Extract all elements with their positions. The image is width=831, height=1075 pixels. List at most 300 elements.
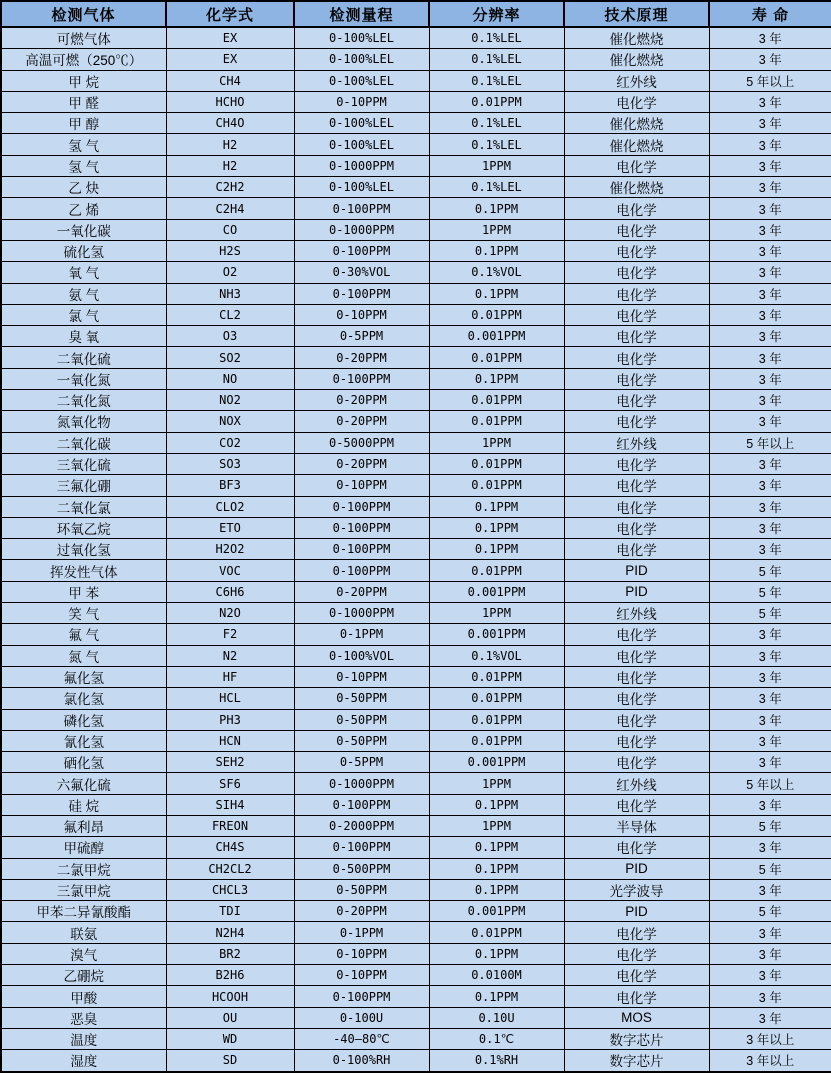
cell-gas: 磷化氢	[1, 709, 166, 730]
cell-range: 0-1PPM	[294, 624, 429, 645]
cell-resolution: 1PPM	[429, 219, 564, 240]
cell-gas: 六氟化硫	[1, 773, 166, 794]
cell-gas: 氧 气	[1, 262, 166, 283]
cell-formula: CH2CL2	[166, 858, 294, 879]
cell-gas: 二氧化氮	[1, 390, 166, 411]
cell-range: 0-100%LEL	[294, 113, 429, 134]
cell-life: 5 年	[709, 560, 831, 581]
cell-formula: C2H2	[166, 177, 294, 198]
cell-resolution: 0.1PPM	[429, 539, 564, 560]
cell-gas: 笑 气	[1, 603, 166, 624]
cell-range: 0-10PPM	[294, 943, 429, 964]
cell-life: 5 年以上	[709, 70, 831, 91]
cell-gas: 氢 气	[1, 155, 166, 176]
cell-formula: H2	[166, 134, 294, 155]
cell-gas: 氨 气	[1, 283, 166, 304]
cell-life: 3 年	[709, 155, 831, 176]
cell-range: 0-50PPM	[294, 688, 429, 709]
cell-resolution: 0.1PPM	[429, 198, 564, 219]
cell-resolution: 0.01PPM	[429, 709, 564, 730]
cell-formula: HF	[166, 666, 294, 687]
cell-principle: 红外线	[564, 773, 709, 794]
cell-formula: CLO2	[166, 496, 294, 517]
cell-life: 3 年	[709, 986, 831, 1007]
table-row	[1, 240, 831, 261]
cell-formula: HCHO	[166, 91, 294, 112]
cell-life: 5 年	[709, 581, 831, 602]
cell-resolution: 0.01PPM	[429, 666, 564, 687]
cell-formula: HCOOH	[166, 986, 294, 1007]
cell-gas: 恶臭	[1, 1007, 166, 1028]
cell-principle: 电化学	[564, 326, 709, 347]
cell-principle: 电化学	[564, 475, 709, 496]
cell-range: 0-100%RH	[294, 1050, 429, 1072]
column-header-life: 寿 命	[709, 1, 831, 27]
table-row	[1, 432, 831, 453]
cell-gas: 三氯甲烷	[1, 879, 166, 900]
cell-range: 0-100%LEL	[294, 27, 429, 49]
cell-range: 0-100U	[294, 1007, 429, 1028]
cell-gas: 二氯甲烷	[1, 858, 166, 879]
cell-life: 3 年	[709, 27, 831, 49]
cell-principle: 催化燃烧	[564, 49, 709, 70]
cell-life: 5 年	[709, 815, 831, 836]
cell-resolution: 0.01PPM	[429, 390, 564, 411]
cell-life: 3 年	[709, 326, 831, 347]
cell-resolution: 1PPM	[429, 815, 564, 836]
cell-formula: C6H6	[166, 581, 294, 602]
table-row	[1, 879, 831, 900]
table-row	[1, 134, 831, 155]
cell-range: 0-1000PPM	[294, 219, 429, 240]
cell-range: 0-5PPM	[294, 326, 429, 347]
cell-formula: NO2	[166, 390, 294, 411]
cell-gas: 乙 炔	[1, 177, 166, 198]
cell-range: 0-10PPM	[294, 304, 429, 325]
table-row	[1, 368, 831, 389]
cell-principle: 电化学	[564, 155, 709, 176]
cell-principle: 半导体	[564, 815, 709, 836]
cell-resolution: 0.1℃	[429, 1028, 564, 1049]
cell-range: 0-100%LEL	[294, 177, 429, 198]
cell-principle: 电化学	[564, 390, 709, 411]
cell-range: 0-50PPM	[294, 879, 429, 900]
cell-formula: TDI	[166, 901, 294, 922]
cell-gas: 二氧化氯	[1, 496, 166, 517]
cell-gas: 挥发性气体	[1, 560, 166, 581]
table-row	[1, 1028, 831, 1049]
cell-resolution: 0.1%LEL	[429, 177, 564, 198]
cell-resolution: 0.1%LEL	[429, 49, 564, 70]
cell-range: 0-100PPM	[294, 560, 429, 581]
cell-life: 3 年	[709, 240, 831, 261]
cell-resolution: 0.1PPM	[429, 837, 564, 858]
cell-principle: 电化学	[564, 453, 709, 474]
cell-resolution: 0.001PPM	[429, 581, 564, 602]
cell-life: 3 年	[709, 283, 831, 304]
cell-range: 0-100%VOL	[294, 645, 429, 666]
cell-life: 3 年	[709, 688, 831, 709]
cell-life: 3 年	[709, 837, 831, 858]
cell-range: 0-100%LEL	[294, 49, 429, 70]
cell-principle: 电化学	[564, 368, 709, 389]
table-row	[1, 752, 831, 773]
cell-principle: 电化学	[564, 986, 709, 1007]
cell-range: 0-100%LEL	[294, 134, 429, 155]
cell-range: 0-20PPM	[294, 453, 429, 474]
table-row	[1, 539, 831, 560]
cell-gas: 氢 气	[1, 134, 166, 155]
cell-range: 0-20PPM	[294, 901, 429, 922]
table-row	[1, 347, 831, 368]
cell-principle: 电化学	[564, 837, 709, 858]
cell-formula: BR2	[166, 943, 294, 964]
table-row	[1, 837, 831, 858]
cell-formula: CHCL3	[166, 879, 294, 900]
cell-resolution: 0.1PPM	[429, 283, 564, 304]
cell-formula: ETO	[166, 517, 294, 538]
cell-resolution: 0.1%LEL	[429, 134, 564, 155]
cell-life: 3 年	[709, 496, 831, 517]
cell-gas: 三氧化硫	[1, 453, 166, 474]
table-row	[1, 517, 831, 538]
cell-gas: 溴气	[1, 943, 166, 964]
table-row	[1, 219, 831, 240]
cell-range: 0-100%LEL	[294, 70, 429, 91]
cell-resolution: 0.1%LEL	[429, 27, 564, 49]
cell-principle: 红外线	[564, 70, 709, 91]
cell-formula: F2	[166, 624, 294, 645]
cell-range: 0-20PPM	[294, 411, 429, 432]
table-row	[1, 91, 831, 112]
cell-principle: 催化燃烧	[564, 27, 709, 49]
cell-formula: SIH4	[166, 794, 294, 815]
cell-life: 3 年	[709, 709, 831, 730]
cell-resolution: 0.1%VOL	[429, 262, 564, 283]
table-row	[1, 901, 831, 922]
table-row	[1, 475, 831, 496]
column-header-formula: 化学式	[166, 1, 294, 27]
cell-range: 0-100PPM	[294, 240, 429, 261]
cell-principle: 光学波导	[564, 879, 709, 900]
cell-principle: 催化燃烧	[564, 113, 709, 134]
cell-principle: 电化学	[564, 688, 709, 709]
cell-life: 5 年以上	[709, 773, 831, 794]
cell-gas: 温度	[1, 1028, 166, 1049]
cell-formula: SF6	[166, 773, 294, 794]
cell-formula: OU	[166, 1007, 294, 1028]
table-row	[1, 496, 831, 517]
cell-gas: 氰化氢	[1, 730, 166, 751]
cell-life: 3 年	[709, 475, 831, 496]
cell-resolution: 0.001PPM	[429, 901, 564, 922]
cell-life: 3 年	[709, 390, 831, 411]
cell-formula: H2O2	[166, 539, 294, 560]
cell-life: 3 年	[709, 113, 831, 134]
table-row	[1, 155, 831, 176]
cell-life: 3 年	[709, 1007, 831, 1028]
cell-formula: EX	[166, 27, 294, 49]
cell-range: 0-50PPM	[294, 730, 429, 751]
cell-principle: 催化燃烧	[564, 177, 709, 198]
cell-gas: 甲酸	[1, 986, 166, 1007]
cell-gas: 氟 气	[1, 624, 166, 645]
cell-life: 5 年	[709, 603, 831, 624]
cell-resolution: 0.1%VOL	[429, 645, 564, 666]
cell-life: 3 年	[709, 624, 831, 645]
cell-life: 3 年	[709, 794, 831, 815]
cell-life: 3 年	[709, 262, 831, 283]
column-header-resolution: 分辨率	[429, 1, 564, 27]
table-row	[1, 773, 831, 794]
cell-principle: 电化学	[564, 794, 709, 815]
cell-principle: 电化学	[564, 304, 709, 325]
cell-formula: N2O	[166, 603, 294, 624]
cell-formula: WD	[166, 1028, 294, 1049]
cell-life: 5 年	[709, 858, 831, 879]
cell-principle: 电化学	[564, 91, 709, 112]
cell-resolution: 0.1%LEL	[429, 113, 564, 134]
cell-gas: 甲 醛	[1, 91, 166, 112]
cell-life: 3 年	[709, 219, 831, 240]
table-row	[1, 304, 831, 325]
cell-range: 0-100PPM	[294, 368, 429, 389]
cell-life: 3 年	[709, 752, 831, 773]
cell-principle: 电化学	[564, 219, 709, 240]
cell-resolution: 0.1PPM	[429, 794, 564, 815]
cell-gas: 氟利昂	[1, 815, 166, 836]
table-row	[1, 986, 831, 1007]
cell-gas: 过氧化氢	[1, 539, 166, 560]
table-row	[1, 730, 831, 751]
cell-principle: 电化学	[564, 922, 709, 943]
cell-range: 0-10PPM	[294, 965, 429, 986]
cell-gas: 联氨	[1, 922, 166, 943]
cell-formula: CH4S	[166, 837, 294, 858]
cell-formula: CO	[166, 219, 294, 240]
cell-range: 0-1000PPM	[294, 603, 429, 624]
cell-life: 3 年	[709, 539, 831, 560]
cell-formula: C2H4	[166, 198, 294, 219]
cell-life: 3 年	[709, 666, 831, 687]
cell-gas: 氟化氢	[1, 666, 166, 687]
cell-formula: O2	[166, 262, 294, 283]
cell-range: 0-500PPM	[294, 858, 429, 879]
cell-life: 3 年	[709, 965, 831, 986]
cell-life: 3 年	[709, 347, 831, 368]
cell-principle: PID	[564, 901, 709, 922]
cell-resolution: 0.0100M	[429, 965, 564, 986]
cell-gas: 二氧化碳	[1, 432, 166, 453]
cell-formula: O3	[166, 326, 294, 347]
cell-range: 0-100PPM	[294, 283, 429, 304]
cell-range: 0-100PPM	[294, 496, 429, 517]
cell-principle: 电化学	[564, 666, 709, 687]
cell-formula: BF3	[166, 475, 294, 496]
cell-life: 3 年	[709, 517, 831, 538]
cell-resolution: 0.01PPM	[429, 304, 564, 325]
cell-resolution: 0.01PPM	[429, 91, 564, 112]
cell-principle: 电化学	[564, 624, 709, 645]
table-row	[1, 262, 831, 283]
cell-resolution: 0.1PPM	[429, 496, 564, 517]
table-row	[1, 815, 831, 836]
cell-resolution: 1PPM	[429, 603, 564, 624]
table-row	[1, 70, 831, 91]
column-header-principle: 技术原理	[564, 1, 709, 27]
header-row	[1, 1, 831, 27]
table-row	[1, 666, 831, 687]
cell-principle: 红外线	[564, 603, 709, 624]
cell-resolution: 0.1%LEL	[429, 70, 564, 91]
cell-principle: 电化学	[564, 943, 709, 964]
table-row	[1, 794, 831, 815]
table-row	[1, 922, 831, 943]
table-row	[1, 603, 831, 624]
table-row	[1, 390, 831, 411]
cell-resolution: 1PPM	[429, 155, 564, 176]
table-row	[1, 453, 831, 474]
cell-resolution: 1PPM	[429, 773, 564, 794]
cell-gas: 一氧化氮	[1, 368, 166, 389]
cell-range: 0-1000PPM	[294, 773, 429, 794]
cell-formula: CH4	[166, 70, 294, 91]
column-header-range: 检测量程	[294, 1, 429, 27]
cell-resolution: 0.10U	[429, 1007, 564, 1028]
table-row	[1, 645, 831, 666]
cell-gas: 乙 烯	[1, 198, 166, 219]
cell-gas: 一氧化碳	[1, 219, 166, 240]
table-row	[1, 113, 831, 134]
table-row	[1, 177, 831, 198]
cell-resolution: 0.01PPM	[429, 922, 564, 943]
cell-life: 3 年	[709, 134, 831, 155]
cell-range: 0-10PPM	[294, 475, 429, 496]
cell-gas: 氯 气	[1, 304, 166, 325]
cell-life: 3 年	[709, 368, 831, 389]
cell-formula: H2S	[166, 240, 294, 261]
cell-life: 3 年	[709, 879, 831, 900]
cell-formula: CO2	[166, 432, 294, 453]
cell-gas: 硅 烷	[1, 794, 166, 815]
cell-gas: 氮 气	[1, 645, 166, 666]
cell-gas: 甲 烷	[1, 70, 166, 91]
cell-formula: CH4O	[166, 113, 294, 134]
cell-resolution: 0.1PPM	[429, 517, 564, 538]
cell-formula: PH3	[166, 709, 294, 730]
cell-principle: PID	[564, 581, 709, 602]
cell-life: 3 年	[709, 645, 831, 666]
cell-life: 3 年	[709, 177, 831, 198]
cell-range: 0-100PPM	[294, 986, 429, 1007]
cell-life: 3 年以上	[709, 1050, 831, 1072]
table-row	[1, 27, 831, 49]
cell-resolution: 0.001PPM	[429, 326, 564, 347]
cell-resolution: 0.1PPM	[429, 943, 564, 964]
cell-formula: NO	[166, 368, 294, 389]
cell-resolution: 0.1PPM	[429, 858, 564, 879]
cell-life: 5 年	[709, 901, 831, 922]
table-row	[1, 965, 831, 986]
cell-range: 0-5000PPM	[294, 432, 429, 453]
cell-formula: N2	[166, 645, 294, 666]
cell-range: 0-5PPM	[294, 752, 429, 773]
cell-formula: EX	[166, 49, 294, 70]
table-row	[1, 411, 831, 432]
cell-resolution: 0.01PPM	[429, 688, 564, 709]
cell-range: 0-100PPM	[294, 794, 429, 815]
table-row	[1, 624, 831, 645]
cell-principle: 电化学	[564, 709, 709, 730]
cell-resolution: 0.1PPM	[429, 240, 564, 261]
cell-principle: 电化学	[564, 730, 709, 751]
cell-range: 0-100PPM	[294, 198, 429, 219]
cell-gas: 甲硫醇	[1, 837, 166, 858]
cell-principle: 数字芯片	[564, 1050, 709, 1072]
cell-formula: SO2	[166, 347, 294, 368]
cell-formula: VOC	[166, 560, 294, 581]
table-row	[1, 688, 831, 709]
cell-range: 0-1000PPM	[294, 155, 429, 176]
cell-resolution: 0.1PPM	[429, 368, 564, 389]
table-row	[1, 198, 831, 219]
cell-principle: 电化学	[564, 262, 709, 283]
cell-formula: B2H6	[166, 965, 294, 986]
cell-gas: 氯化氢	[1, 688, 166, 709]
cell-formula: NH3	[166, 283, 294, 304]
cell-formula: H2	[166, 155, 294, 176]
cell-resolution: 0.001PPM	[429, 624, 564, 645]
cell-gas: 甲苯二异氰酸酯	[1, 901, 166, 922]
cell-formula: NOX	[166, 411, 294, 432]
cell-resolution: 0.01PPM	[429, 453, 564, 474]
cell-life: 3 年	[709, 922, 831, 943]
cell-gas: 甲 苯	[1, 581, 166, 602]
cell-gas: 氮氧化物	[1, 411, 166, 432]
cell-principle: 电化学	[564, 411, 709, 432]
cell-gas: 二氧化硫	[1, 347, 166, 368]
cell-formula: SEH2	[166, 752, 294, 773]
table-body	[1, 27, 831, 1072]
table-row	[1, 943, 831, 964]
cell-life: 3 年	[709, 304, 831, 325]
table-row	[1, 49, 831, 70]
cell-life: 5 年以上	[709, 432, 831, 453]
cell-principle: 电化学	[564, 283, 709, 304]
table-row	[1, 581, 831, 602]
cell-gas: 可燃气体	[1, 27, 166, 49]
cell-formula: SD	[166, 1050, 294, 1072]
cell-principle: 电化学	[564, 240, 709, 261]
cell-gas: 硒化氢	[1, 752, 166, 773]
cell-gas: 臭 氧	[1, 326, 166, 347]
cell-principle: 数字芯片	[564, 1028, 709, 1049]
cell-resolution: 0.01PPM	[429, 730, 564, 751]
cell-principle: PID	[564, 858, 709, 879]
cell-principle: MOS	[564, 1007, 709, 1028]
cell-resolution: 0.01PPM	[429, 560, 564, 581]
cell-principle: 红外线	[564, 432, 709, 453]
cell-formula: CL2	[166, 304, 294, 325]
cell-range: 0-100PPM	[294, 539, 429, 560]
cell-principle: 电化学	[564, 752, 709, 773]
cell-principle: 电化学	[564, 645, 709, 666]
cell-life: 3 年	[709, 411, 831, 432]
table-row	[1, 1050, 831, 1072]
cell-resolution: 0.1%RH	[429, 1050, 564, 1072]
cell-life: 3 年	[709, 453, 831, 474]
cell-gas: 甲 醇	[1, 113, 166, 134]
